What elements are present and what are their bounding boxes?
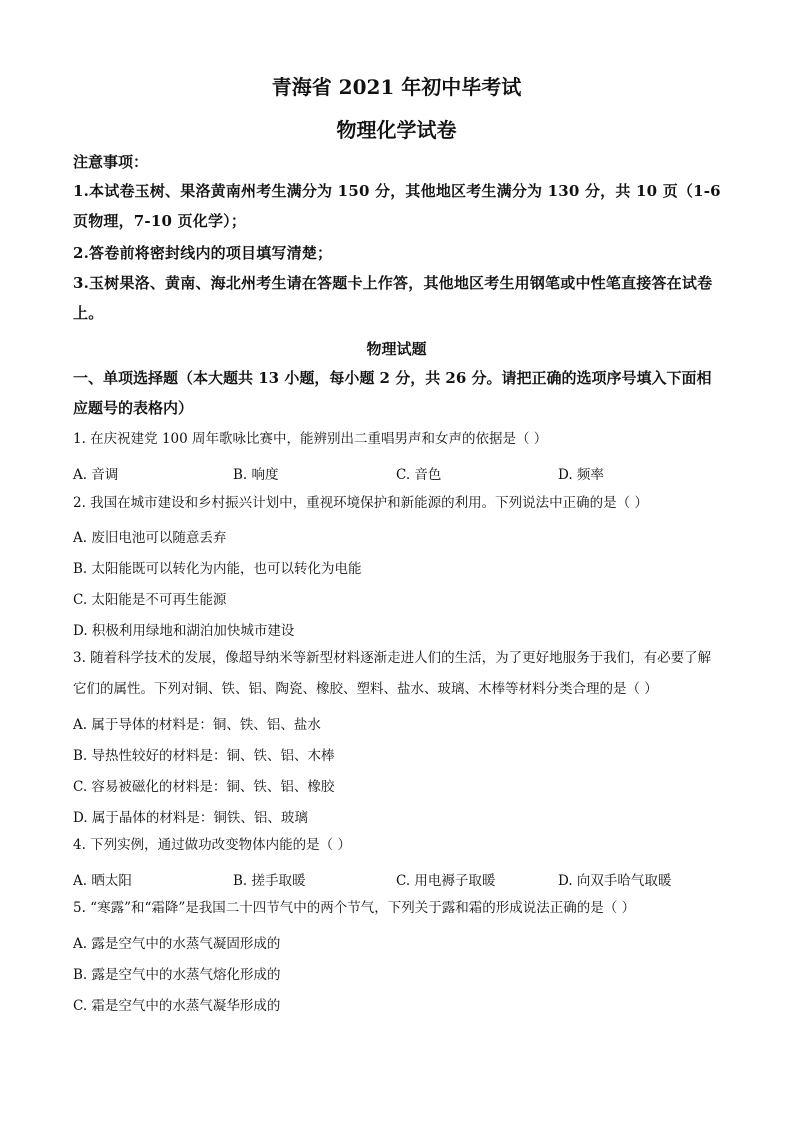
question-3-stem: 3. 随着科学技术的发展，像超导纳米等新型材料逐渐走进人们的生活，为了更好地服务于我们，有必要了解它们的属性。下列对铜、铁、铝、陶瓷、橡胶、塑料、盐水、玻璃、木棒等材料分类合理的是（ ） (73, 650, 712, 697)
exam-title: 青海省 2021 年初中毕考试 (271, 75, 522, 99)
question-5-stem: 5. “寒露”和“霜降”是我国二十四节气中的两个节气，下列关于露和霜的形成说法正确的是（ ） (73, 900, 636, 916)
note-item: 1.本试卷玉树、果洛黄南州考生满分为 150 分，其他地区考生满分为 130 分，共 10 页（1-6 页物理，7-10 页化学）； (73, 182, 721, 230)
option-b[interactable]: B. 太阳能既可以转化为内能，也可以转化为电能 (73, 561, 362, 577)
option-c[interactable]: C. 霜是空气中的水蒸气凝华形成的 (73, 998, 281, 1014)
option-d[interactable]: D. 积极利用绿地和湖泊加快城市建设 (73, 623, 295, 639)
option-b[interactable]: B. 响度 (233, 467, 279, 483)
option-a[interactable]: A. 属于导体的材料是：铜、铁、铝、盐水 (73, 717, 321, 733)
question-4-stem: 4. 下列实例，通过做功改变物体内能的是（ ） (73, 837, 351, 853)
question-2-stem: 2. 我国在城市建设和乡村振兴计划中，重视环境保护和新能源的利用。下列说法中正确的是（ ） (73, 495, 648, 511)
option-c[interactable]: C. 用电褥子取暖 (396, 873, 496, 889)
option-a[interactable]: A. 废旧电池可以随意丢弃 (73, 530, 227, 546)
option-b[interactable]: B. 导热性较好的材料是：铜、铁、铝、木棒 (73, 748, 335, 764)
option-a[interactable]: A. 晒太阳 (73, 873, 132, 889)
exam-subtitle: 物理化学试卷 (336, 118, 457, 142)
option-b[interactable]: B. 搓手取暖 (233, 873, 306, 889)
option-c[interactable]: C. 容易被磁化的材料是：铜、铁、铝、橡胶 (73, 779, 335, 795)
option-d[interactable]: D. 属于晶体的材料是：铜铁、铝、玻璃 (73, 810, 308, 826)
option-d[interactable]: D. 频率 (558, 467, 604, 483)
note-item: 3.玉树果洛、黄南、海北州考生请在答题卡上作答，其他地区考生用钢笔或中性笔直接答在试卷上。 (73, 274, 713, 322)
option-a[interactable]: A. 音调 (73, 467, 119, 483)
notes-heading: 注意事项： (73, 153, 149, 171)
option-c[interactable]: C. 音色 (396, 467, 442, 483)
part-heading: 一、单项选择题（本大题共 13 小题，每小题 2 分，共 26 分。请把正确的选项序号填入下面相应题号的表格内） (73, 369, 712, 417)
option-b[interactable]: B. 露是空气中的水蒸气熔化形成的 (73, 967, 281, 983)
section-title: 物理试题 (366, 340, 427, 358)
option-c[interactable]: C. 太阳能是不可再生能源 (73, 592, 227, 608)
option-d[interactable]: D. 向双手哈气取暖 (558, 873, 672, 889)
option-a[interactable]: A. 露是空气中的水蒸气凝固形成的 (73, 936, 281, 952)
question-1-stem: 1. 在庆祝建党 100 周年歌咏比赛中，能辨别出二重唱男声和女声的依据是（ ） (73, 431, 548, 447)
note-item: 2.答卷前将密封线内的项目填写清楚； (73, 244, 333, 262)
